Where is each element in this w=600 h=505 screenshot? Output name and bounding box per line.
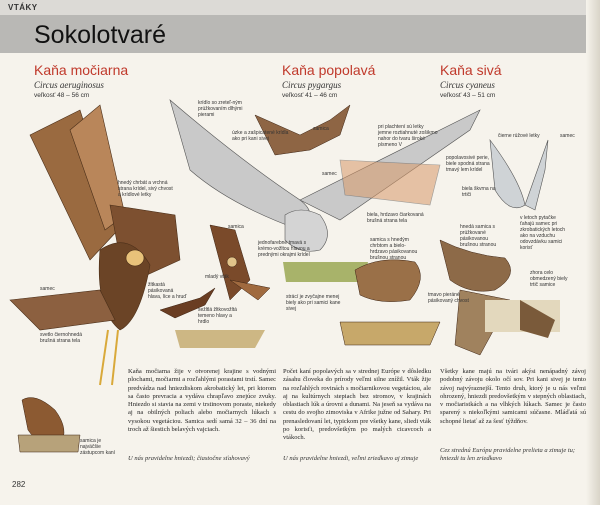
callout-label: tmavo pieráné pásikovaný chvost <box>428 292 469 304</box>
latin-name-montagus-harrier: Circus pygargus <box>282 80 342 90</box>
page-number: 282 <box>12 480 26 489</box>
page-title: Sokolotvaré <box>34 21 167 49</box>
latin-name-hen-harrier: Circus cyaneus <box>440 80 495 90</box>
paragraph-marsh-harrier: Kaňa močiarna žije v otvorenej krajine s vodnými plochami, močiarmi a rozľahlými porastami trstí. Samec predvádza nad hniezdiskom akrobatický let, pri ktorom sa často prevracia a vydáva chrapľavo znejúce zvuky. Hniezdo si stavia na zemi v trstinovom poraste, niekedy aj na obilných poliach alebo močiarnych lúkach s vysokou vegetáciou. Samica sedí samá 32 – 36 dní na troch až šiestich belavých vajciach. <box>128 368 276 434</box>
callout-label: samica s hnedým chrbtom a bielo-hrdzavo pásikovanou brušnou stranou <box>370 237 418 261</box>
callout-label: samica <box>228 224 244 230</box>
status-note-montagus-harrier: U nás pravidelne hniezdi, veľmi zriedkavo aj zimuje <box>283 455 419 462</box>
callout-label: hnedý chrbát a vrchná strana krídel, sivý chvost a krídlové letky <box>118 180 173 198</box>
callout-label: samec <box>560 133 575 139</box>
paragraph-montagus-harrier: Počet kaní popolavých sa v strednej Európe v dôsledku zásahu človeka do prírody veľmi silne znížil. Vták žije na rozľahlých rovinách s močiarnikovou vegetáciou, ale aj na kultúrnych stepiach bez stromov, v krajinách oblastiach lúk a úrovni a dunami. Na jeseň sa vydáva na cestu do svojho zimoviska v Afrike južne od Sahary. Pri prenasledovaní let, typickom pre všetky kane, sliedi vták po korisťi, predovšetkým po malých cicavcoch a vtákoch. <box>283 368 431 442</box>
species-name-marsh-harrier: Kaňa močiarna <box>34 62 129 78</box>
marsh-harrier-female-illustration <box>210 225 270 300</box>
callout-label: samec <box>40 286 55 292</box>
callout-label: samica <box>313 126 329 132</box>
callout-label: jednofarebne tmavá s krémo-vožltou hlavou a prednými okrajmi krídel <box>258 240 310 258</box>
callout-label: sežltlá žltkovožltá temeno hlavy a hrdlo <box>198 307 237 325</box>
section-label: VTÁKY <box>8 3 38 12</box>
callout-label: čierne rúžové letky <box>498 133 540 139</box>
callout-label: úzke a zašpicatené krídla ako pri kani sivej <box>232 130 289 142</box>
callout-label: zhora celo obmedzený biely trtič samice <box>530 270 568 288</box>
status-note-marsh-harrier: U nás pravidelne hniezdi; čiastočne sťahovavý <box>128 455 250 462</box>
callout-label: biela, hrdzavo čiarkovaná brušná strana tela <box>367 212 424 224</box>
callout-label: krídlo so zreteľ-ným prúžkovaním dlhými pierami <box>198 100 243 118</box>
callout-label: žltkastá pásikovaná hlava, líce a hruď <box>148 282 187 300</box>
hen-harrier-male-illustration <box>490 140 548 210</box>
reed-ground <box>175 330 265 348</box>
marsh-harrier-perched-illustration <box>18 398 80 452</box>
callout-label: samica je najväčšie zástupcom kaní <box>80 438 116 456</box>
size-hen-harrier: veľkosť 43 – 51 cm <box>440 92 496 99</box>
species-name-montagus-harrier: Kaňa popolavá <box>282 62 376 78</box>
callout-label: biela škvrna na trtiči <box>462 186 496 198</box>
size-marsh-harrier: veľkosť 48 – 56 cm <box>34 92 90 99</box>
callout-label: pri plachtení sú letky jemne roztiahnuté zošikmo nahor do tvaru široké písmeno V <box>378 124 438 148</box>
status-note-hen-harrier: Cez strednú Európu pravidelne prelieta a zimuje tu; hniezdi tu len zriedkavo <box>440 447 576 463</box>
paragraph-hen-harrier: Všetky kane majú na tvári akýsi nenápadný závoj podobný závoju okolo očí sov. Pri kani sivej je tento závoj najvýraznejší. Tento druh, ktorý je u nás veľmi ohrozený, hniezdi predovšetkým v stepných oblastiach, v močiaristkách a na vlhkých lúkach. Samec je často sparený s niekoľkými samicami súčasne. Mláďatá sú schopné lietať až za šesť týždňov. <box>440 368 586 425</box>
marsh-harrier-illustration <box>10 105 180 385</box>
callout-label: mladý vták <box>205 274 229 280</box>
callout-label: samec <box>322 171 337 177</box>
callout-label: popolavosivé perie, biele spodná strana tmavý lem krídel <box>446 155 490 173</box>
callout-label: hnedá samica s prúžkované pásikovanou brušnou stranou <box>460 224 497 248</box>
size-montagus-harrier: veľkosť 41 – 46 cm <box>282 92 338 99</box>
callout-label: v letoch pytačke ťahajú samec pri zkrobatických letoch ako na vzduchu odovzdávku samici korisť <box>520 215 566 251</box>
hen-harrier-landscape-illustration <box>485 300 560 338</box>
species-name-hen-harrier: Kaňa sivá <box>440 62 502 78</box>
callout-label: strácí je zvyčajne menej biely ako pri samici kane sivej <box>286 294 341 312</box>
latin-name-marsh-harrier: Circus aeruginosus <box>34 80 104 90</box>
callout-label: svetlo čiernohnedá brušná strana tela <box>40 332 82 344</box>
